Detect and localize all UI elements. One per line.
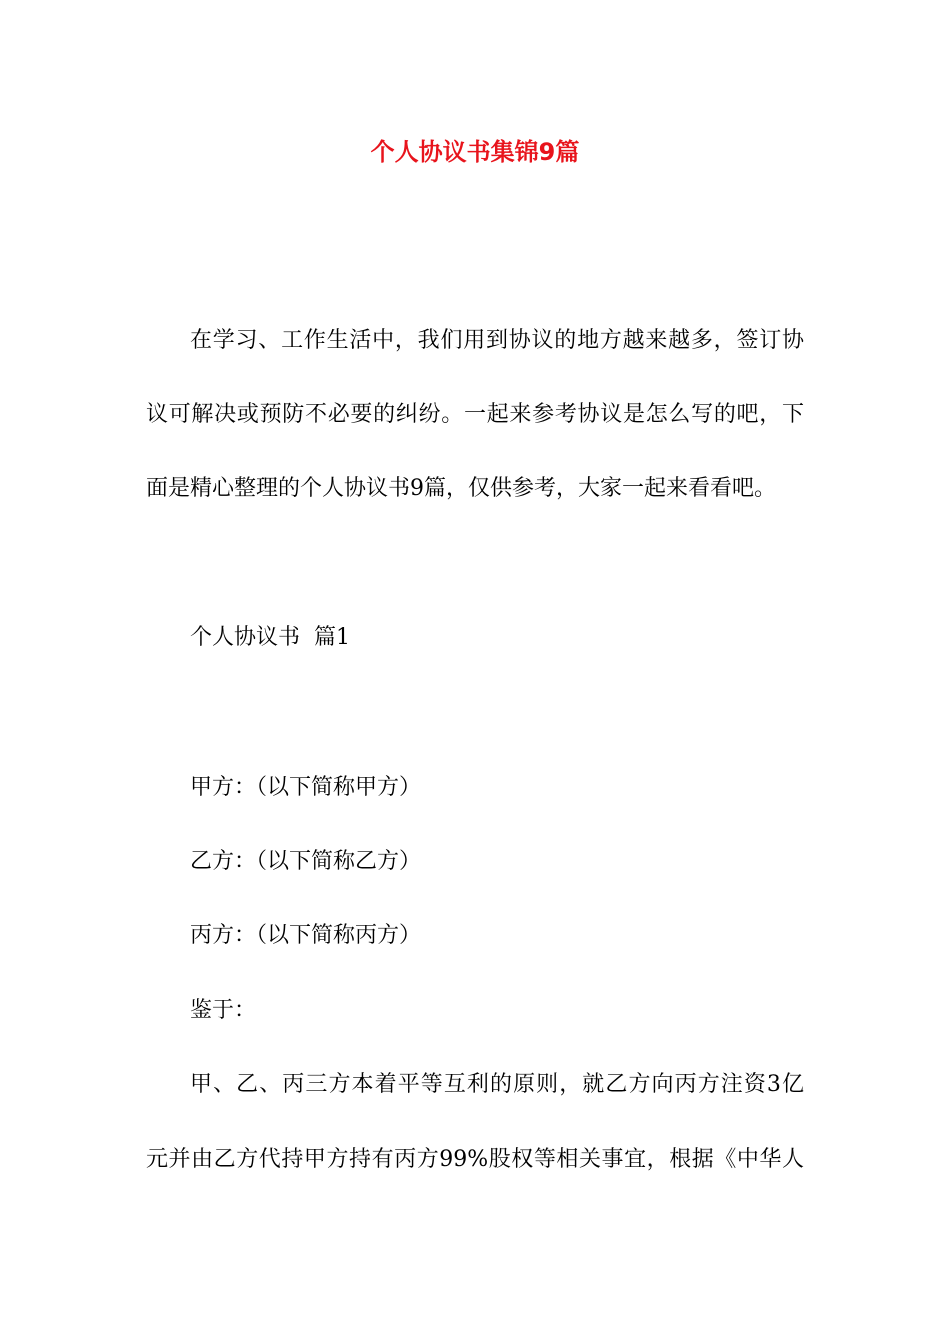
intro-line-2: 议可解决或预防不必要的纠纷。一起来参考协议是怎么写的吧，下 <box>146 402 804 427</box>
whereas-label: 鉴于： <box>190 998 257 1023</box>
intro-line-1: 在学习、工作生活中，我们用到协议的地方越来越多，签订协 <box>190 328 804 353</box>
party-a-line: 甲方：（以下简称甲方） <box>190 775 422 800</box>
body-line-2: 元并由乙方代持甲方持有丙方99%股权等相关事宜，根据《中华人 <box>146 1147 804 1172</box>
intro-line-3: 面是精心整理的个人协议书9篇，仅供参考，大家一起来看看吧。 <box>146 476 776 501</box>
document-title: 个人协议书集锦9篇 <box>370 138 580 166</box>
body-line-1: 甲、乙、丙三方本着平等互利的原则，就乙方向丙方注资3亿 <box>190 1072 804 1097</box>
party-c-line: 丙方：（以下简称丙方） <box>190 923 422 948</box>
party-b-line: 乙方：（以下简称乙方） <box>190 849 422 874</box>
section-heading: 个人协议书 篇1 <box>190 625 350 650</box>
